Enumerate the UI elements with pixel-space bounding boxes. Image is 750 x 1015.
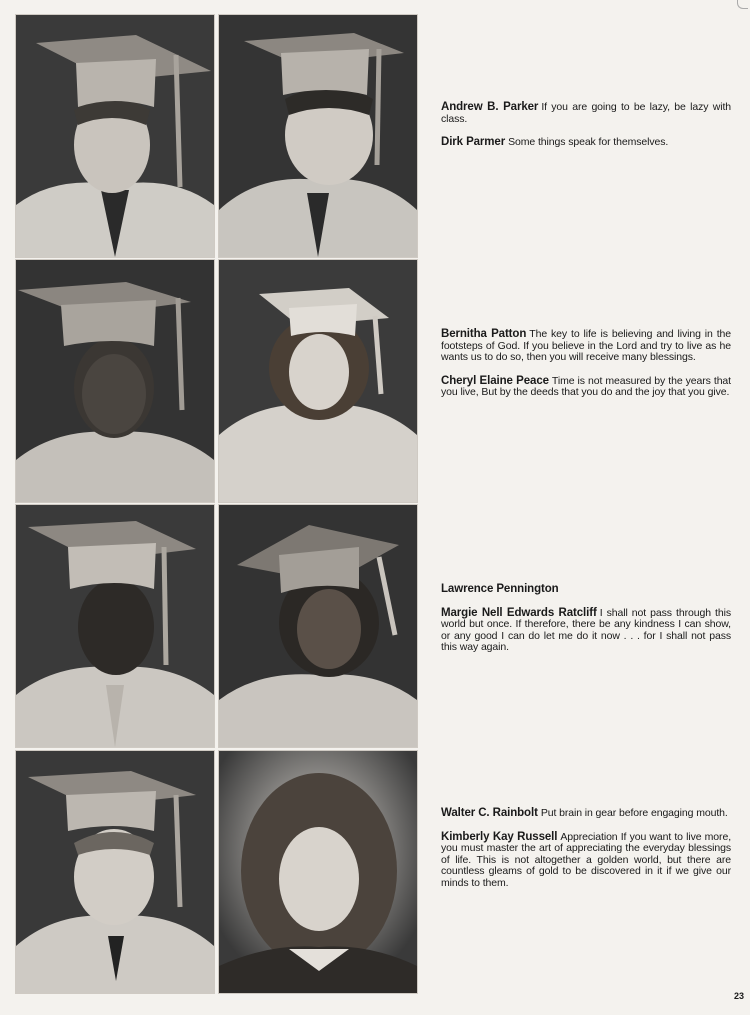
portrait-graphic — [16, 15, 214, 257]
caption-group-3 — [441, 584, 731, 666]
portrait-graphic — [16, 751, 214, 993]
page-number: 23 — [733, 991, 744, 1001]
student-name: Andrew B. Parker — [441, 101, 539, 113]
student-quote: Appreciation If you want to live more, you must master the art of appreciating the everyday blessings of life. This is not altogether a golden world, but there are countless gleams of gold to be discovered in it if we give our minds to them. — [441, 830, 732, 889]
student-name: Kimberly Kay Russell — [441, 830, 558, 843]
portrait-graphic — [16, 505, 214, 747]
portrait-graphic — [219, 15, 417, 257]
caption-group-4 — [441, 808, 731, 901]
student-name: Dirk Parmer — [441, 136, 506, 148]
student-quote: I shall not pass through this world but once. If therefore, there be any kindness I can show, or any good I can do let me do it now . . . for I shall not pass this way again. — [441, 606, 731, 653]
portrait-graphic — [16, 260, 214, 502]
caption-dirk-parmer — [441, 137, 731, 149]
student-quote: If you are going to be lazy, be lazy with class. — [441, 101, 731, 125]
portrait-grid — [15, 14, 423, 988]
student-name: Bernitha Patton — [441, 328, 527, 340]
caption-andrew-parker — [441, 102, 731, 125]
student-quote: Put brain in gear before engaging mouth. — [540, 807, 728, 819]
caption-cheryl-peace — [441, 376, 731, 399]
caption-lawrence-pennington — [441, 584, 731, 596]
portrait-kimberly-russell — [218, 750, 418, 994]
portrait-bernitha-patton — [15, 259, 215, 503]
portrait-graphic — [219, 505, 417, 747]
portrait-lawrence-pennington — [15, 504, 215, 748]
student-name: Margie Nell Edwards Ratcliff — [441, 606, 597, 619]
caption-group-1 — [441, 102, 731, 161]
student-quote: Time is not measured by the years that you live, But by the deeds that you do and the joy that you give. — [441, 374, 731, 398]
caption-margie-ratcliff — [441, 608, 731, 654]
caption-group-2 — [441, 329, 731, 411]
portrait-dirk-parmer — [218, 14, 418, 258]
portrait-walter-rainbolt — [15, 750, 215, 994]
portrait-cheryl-peace — [218, 259, 418, 503]
portrait-margie-ratcliff — [218, 504, 418, 748]
student-quote: Some things speak for themselves. — [508, 136, 669, 148]
student-quote: The key to life is believing and living in the footsteps of God. If you believe in the Lord and try to live as he wants us to do so, then you will receive many blessings. — [441, 328, 732, 363]
caption-kimberly-russell — [441, 832, 731, 890]
student-name: Cheryl Elaine Peace — [441, 374, 549, 387]
caption-bernitha-patton — [441, 329, 731, 364]
corner-mark — [737, 0, 748, 9]
caption-walter-rainbolt — [441, 808, 731, 820]
portrait-graphic — [219, 751, 417, 993]
student-name: Walter C. Rainbolt — [441, 807, 538, 819]
portrait-graphic — [219, 260, 417, 502]
portrait-andrew-parker — [15, 14, 215, 258]
student-name: Lawrence Pennington — [441, 583, 559, 595]
